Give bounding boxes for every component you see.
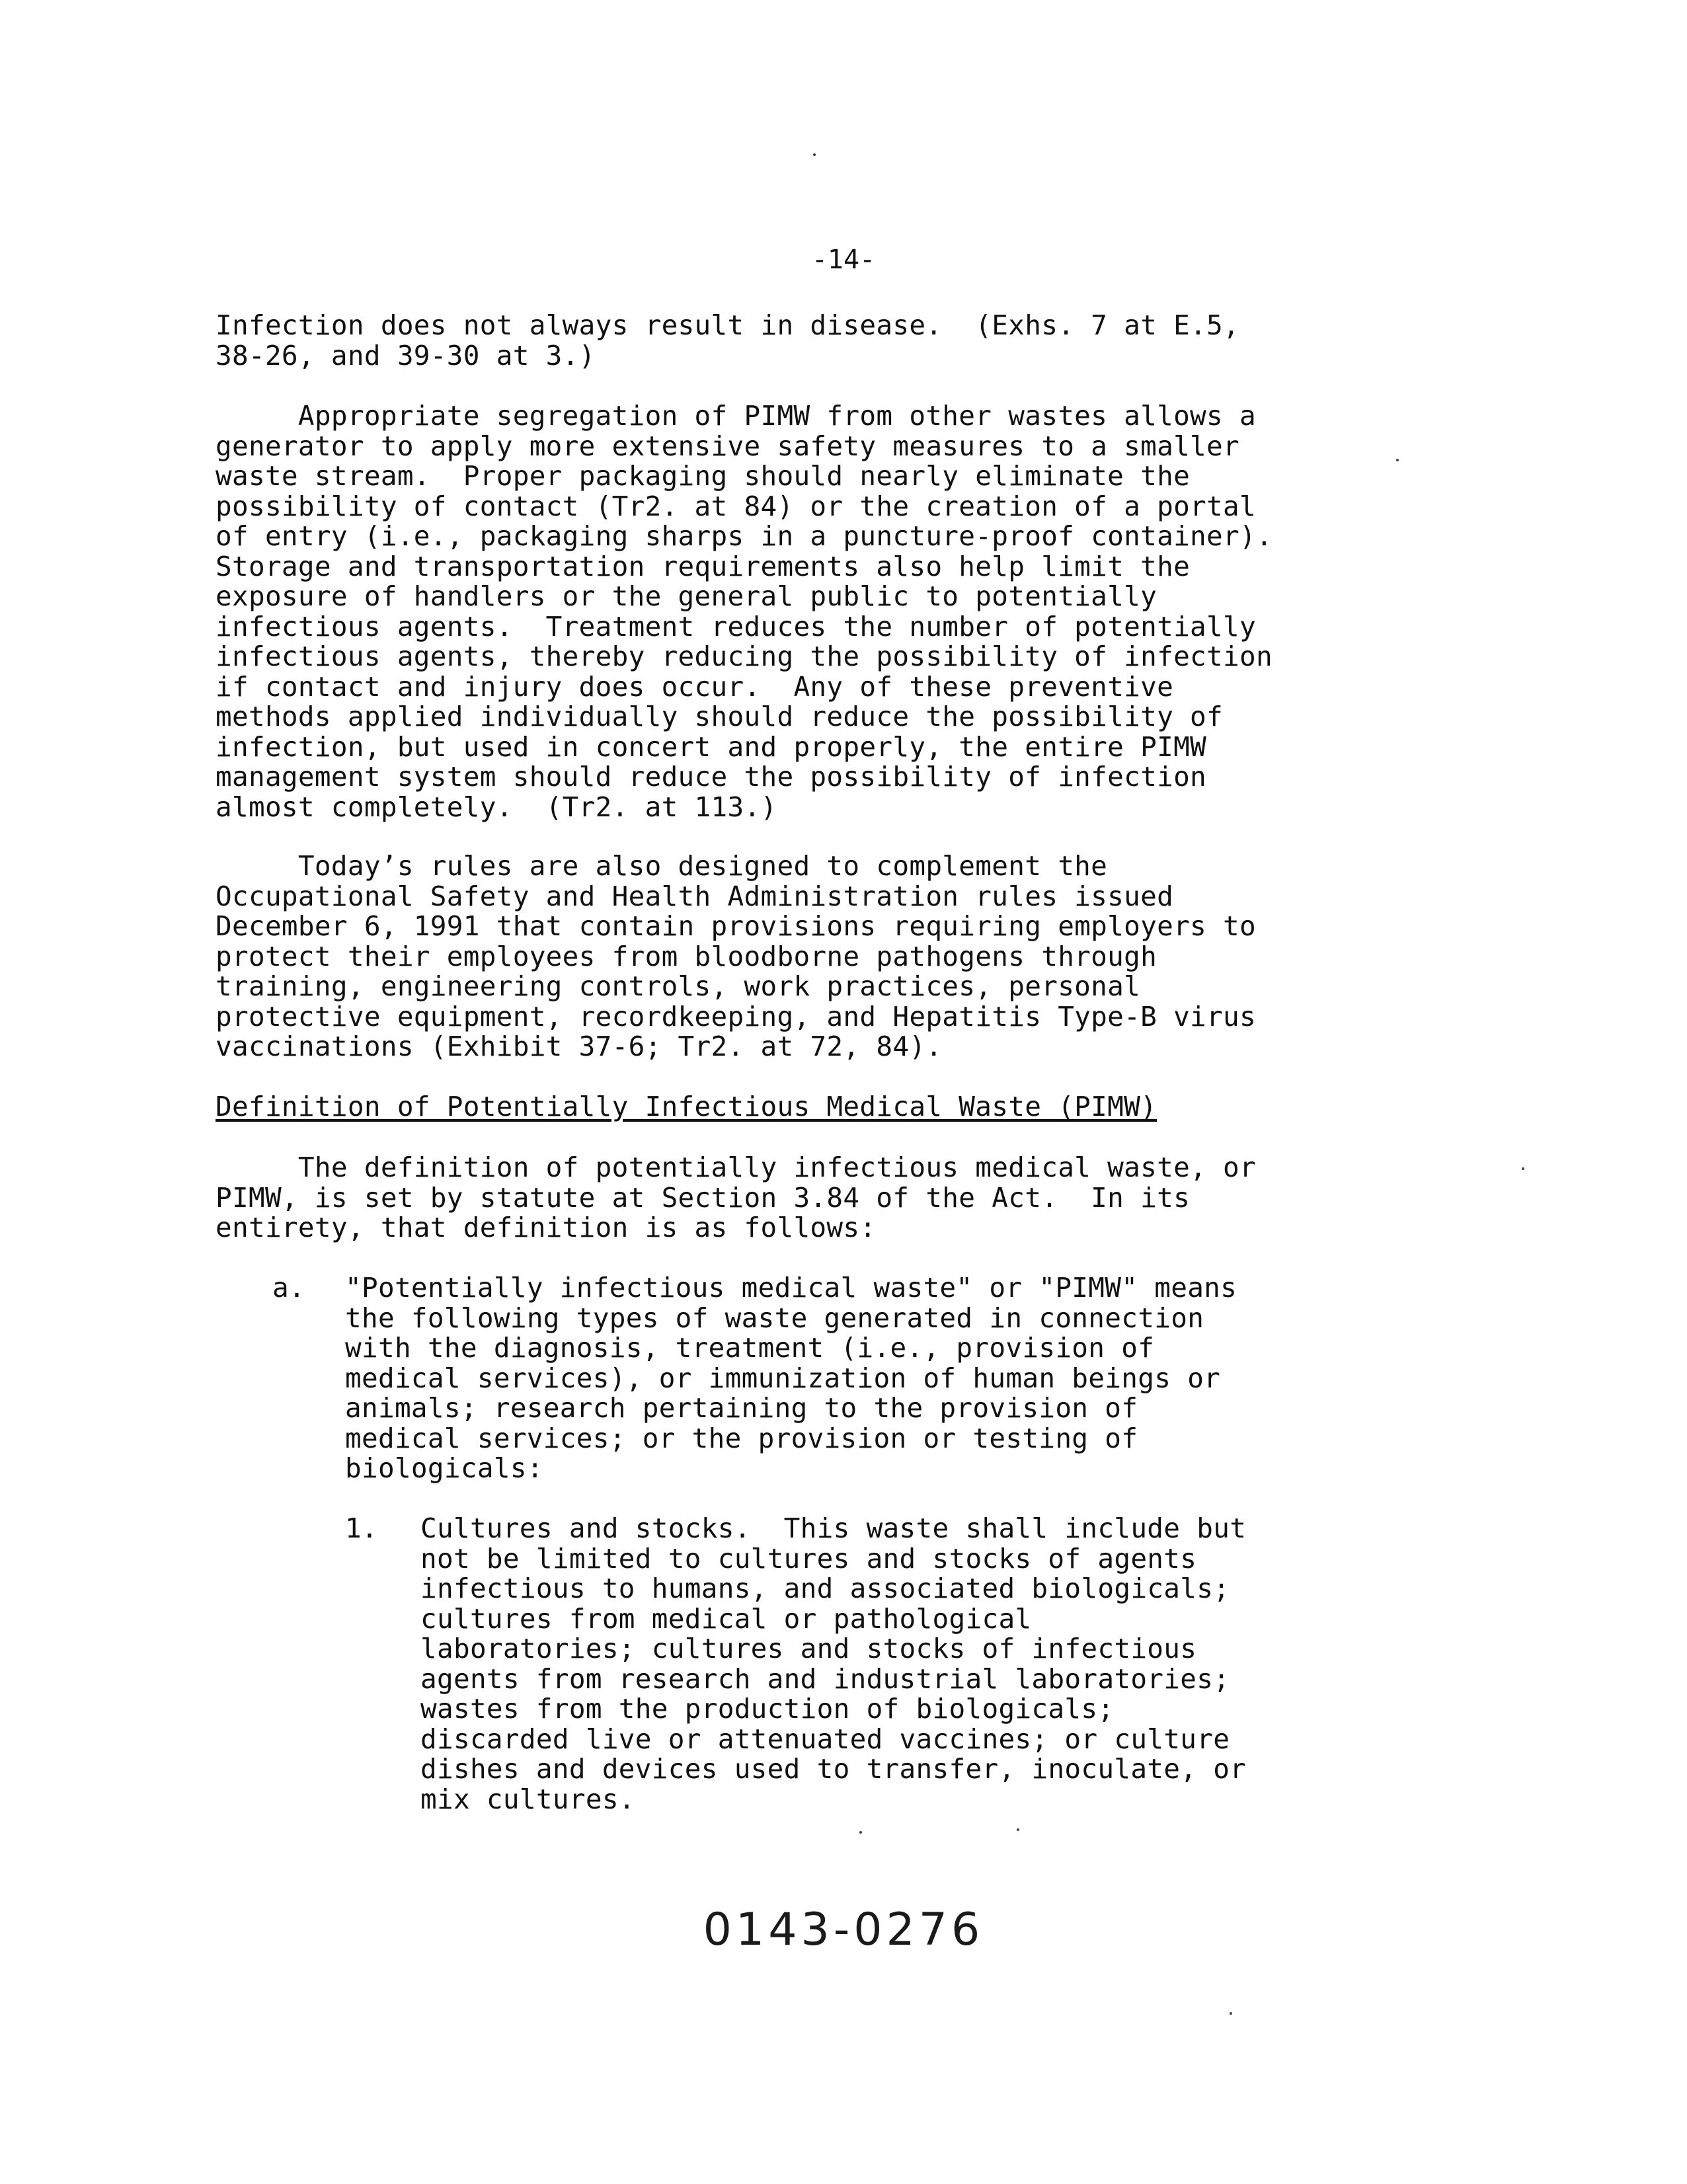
- scan-speck: [813, 153, 816, 156]
- scan-speck: [1396, 459, 1399, 461]
- definition-item-1: Cultures and stocks. This waste shall include but not be limited to cultures and stocks of agents infectious to humans, and associated biologicals; cultures from medical or pathological laboratories; cultures and stocks of infectious agents from research and industrial laboratories; wastes from the production of biologicals; discarded live or attenuated vaccines; or culture dishes and devices used to transfer, inoculate, or mix cultures.: [420, 1512, 1247, 1815]
- document-id-stamp: 0143-0276: [703, 1904, 984, 1956]
- paragraph-osha-rules: Today’s rules are also designed to complement the Occupational Safety and Health Administration rules issued December 6, 1991 that contain provisions requiring employers to protect their employees from bloodborne pathogens through training, engineering controls, work practices, personal protective equipment, recordkeeping, and Hepatitis Type-B virus vaccinations (Exhibit 37-6; Tr2. at 72, 84).: [216, 850, 1256, 1062]
- scan-speck: [1522, 1167, 1524, 1170]
- page-number: -14-: [811, 245, 876, 275]
- paragraph-segregation: Appropriate segregation of PIMW from other wastes allows a generator to apply more extensive safety measures to a smaller waste stream. Proper packaging should nearly eliminate the possibility of contact (Tr2. at 84) or the creation of a portal of entry (i.e., packaging sharps in a puncture-proof container). Storage and transportation requirements also help limit the exposure of handlers or the general public to potentially infectious agents. Treatment reduces the number of potentially infectious agents, thereby reducing the possibility of infection if contact and injury does occur. Any of these preventive methods applied individually should reduce the possibility of infection, but used in concert and properly, the entire PIMW management system should reduce the possibility of infection almost completely. (Tr2. at 113.): [216, 400, 1273, 823]
- scan-speck: [1017, 1828, 1019, 1831]
- paragraph-infection: Infection does not always result in disease. (Exhs. 7 at E.5, 38-26, and 39-30 at 3.): [216, 309, 1240, 371]
- list-marker-a: a.: [272, 1272, 305, 1304]
- scan-speck: [859, 1831, 862, 1834]
- list-marker-1: 1.: [345, 1512, 378, 1544]
- paragraph-definition-intro: The definition of potentially infectious medical waste, or PIMW, is set by statute at Section 3.84 of the Act. In its entirety, that definition is as follows:: [216, 1151, 1256, 1243]
- definition-item-a: "Potentially infectious medical waste" or "PIMW" means the following types of waste generated in connection with the diagnosis, treatment (i.e., provision of medical services), or immunization of human beings or animals; research pertaining to the provision of medical services; or the provision or testing of biologicals:: [345, 1272, 1237, 1484]
- scan-speck: [1230, 2012, 1232, 2015]
- section-heading: Definition of Potentially Infectious Medical Waste (PIMW): [216, 1091, 1157, 1122]
